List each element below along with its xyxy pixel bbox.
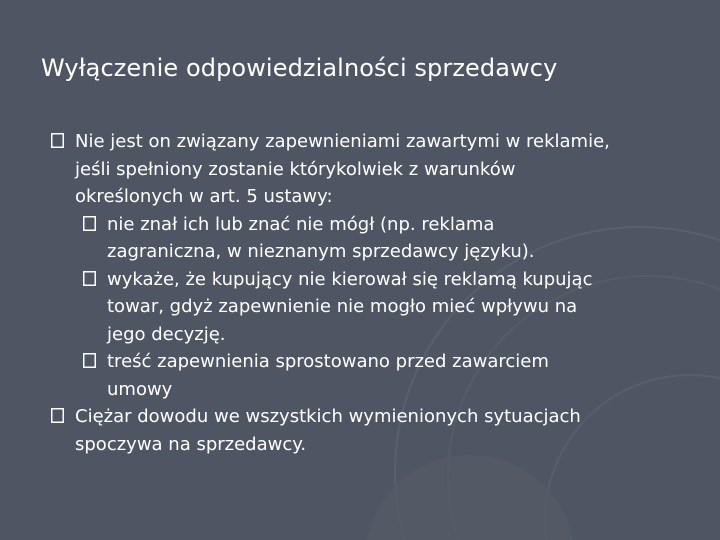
bullet-text: Ciężar dowodu we wszystkich wymienionych sytuacjach spoczywa na sprzedawcy. — [75, 406, 581, 455]
slide-title: Wyłączenie odpowiedzialności sprzedawcy — [41, 54, 558, 82]
list-item — [50, 348, 610, 403]
list-item — [50, 403, 610, 458]
list-item — [50, 266, 610, 349]
bullet-text: treść zapewnienia sprostowano przed zawarciem umowy — [107, 351, 549, 400]
missing-glyph-box-icon — [50, 407, 64, 424]
missing-glyph-box-icon — [50, 132, 64, 149]
missing-glyph-box-icon — [82, 215, 96, 232]
bullet-text: nie znał ich lub znać nie mógł (np. reklama zagraniczna, w nieznanym sprzedawcy języku). — [107, 213, 535, 262]
bullet-text: wykaże, że kupujący nie kierował się reklamą kupując towar, gdyż zapewnienie nie mogło mieć wpływu na jego decyzję. — [107, 268, 593, 345]
bullet-text: Nie jest on związany zapewnieniami zawartymi w reklamie, jeśli spełniony zostanie którykolwiek z warunków określonych w art. 5 ustawy: — [75, 131, 610, 207]
bullet-list — [50, 128, 610, 458]
list-item — [50, 211, 610, 266]
missing-glyph-box-icon — [82, 270, 96, 287]
arc-bottom — [365, 455, 575, 540]
list-item — [50, 128, 610, 211]
missing-glyph-box-icon — [82, 352, 96, 369]
